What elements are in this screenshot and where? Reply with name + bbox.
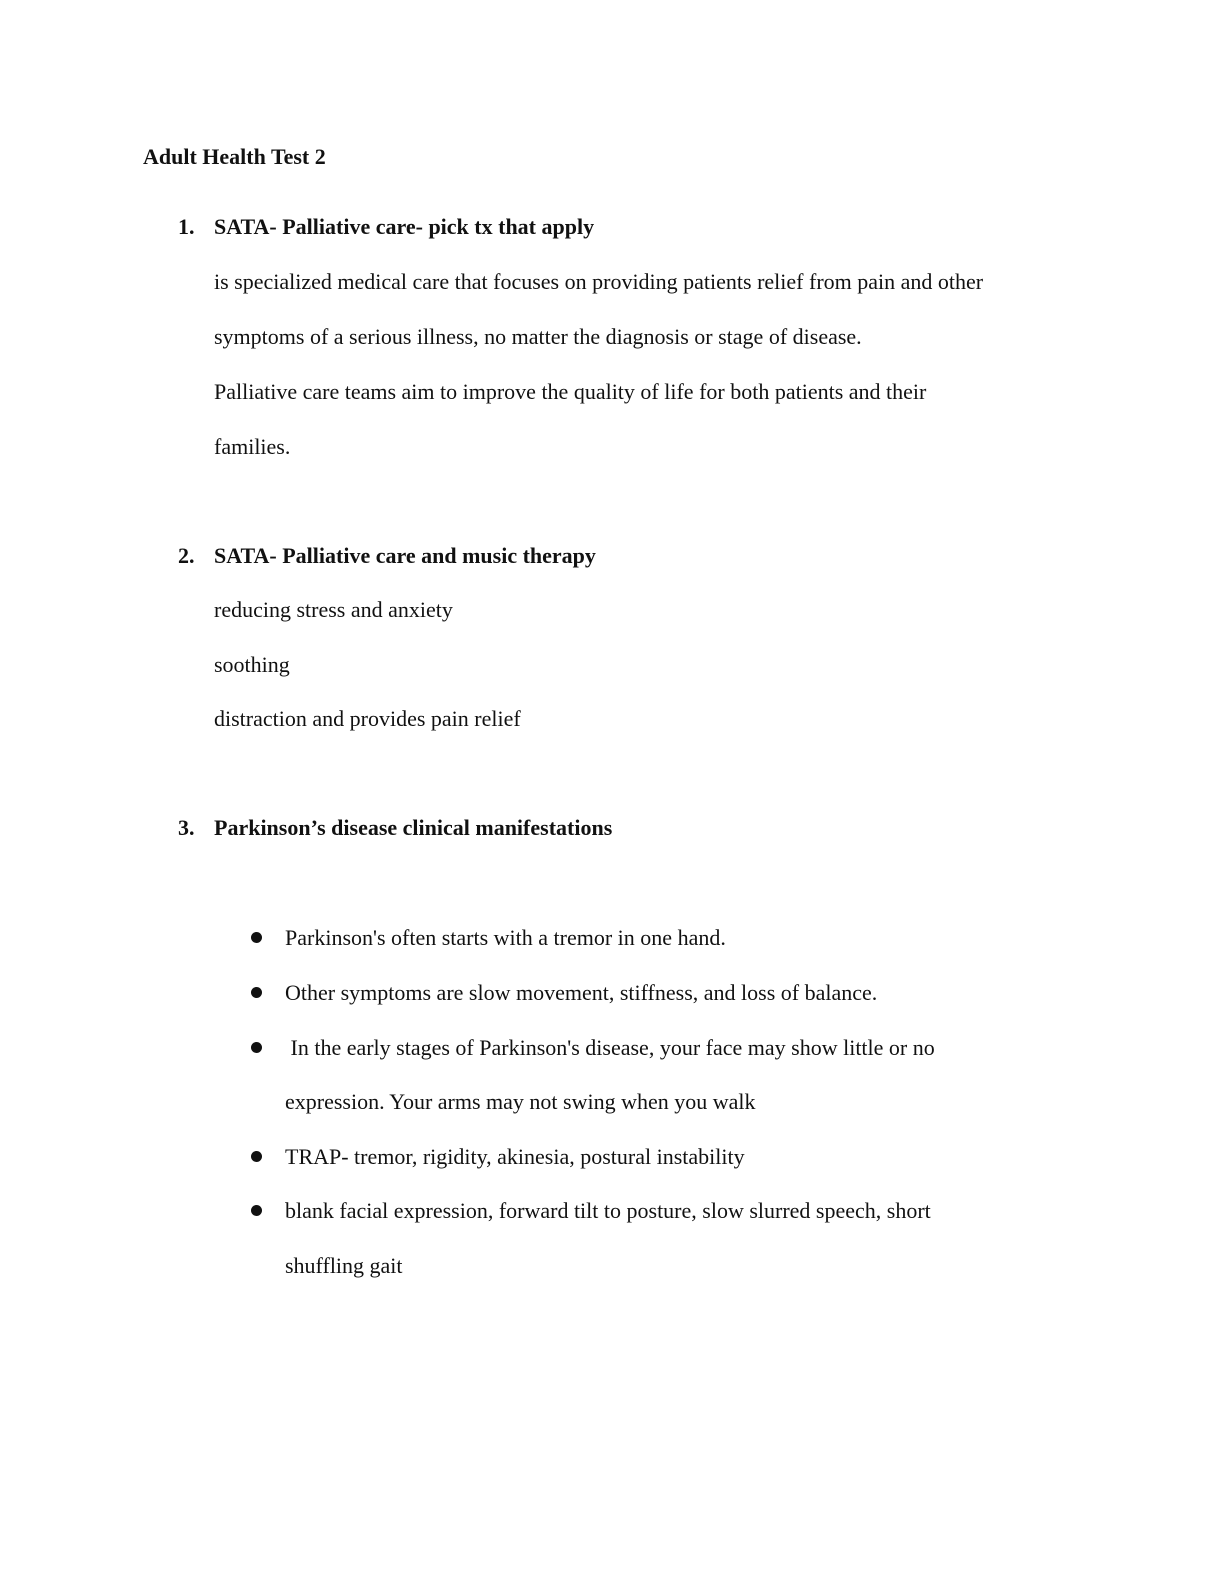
bullet-text: blank facial expression, forward tilt to posture, slow slurred speech, short bbox=[285, 1198, 931, 1223]
answer-line: symptoms of a serious illness, no matter the diagnosis or stage of disease. bbox=[214, 324, 862, 349]
bullet-icon bbox=[251, 932, 262, 943]
question-heading: SATA- Palliative care- pick tx that apply bbox=[214, 214, 595, 239]
answer-line: is specialized medical care that focuses on providing patients relief from pain and other bbox=[214, 269, 984, 294]
bullet-icon bbox=[251, 1042, 262, 1053]
bullet-text: Other symptoms are slow movement, stiffness, and loss of balance. bbox=[285, 980, 878, 1005]
bullet-text: TRAP- tremor, rigidity, akinesia, postural instability bbox=[285, 1144, 745, 1169]
answer-line: families. bbox=[214, 434, 291, 459]
bullet-icon bbox=[251, 1151, 262, 1162]
bullet-text: shuffling gait bbox=[285, 1253, 403, 1278]
bullet-icon bbox=[251, 1205, 262, 1216]
question-number: 3. bbox=[178, 815, 195, 840]
bullet-text: Parkinson's often starts with a tremor in one hand. bbox=[285, 925, 726, 950]
bullet-text: In the early stages of Parkinson's disease, your face may show little or no bbox=[285, 1035, 935, 1060]
answer-line: soothing bbox=[214, 652, 290, 677]
answer-line: reducing stress and anxiety bbox=[214, 597, 453, 622]
question-number: 2. bbox=[178, 543, 195, 568]
question-heading: Parkinson’s disease clinical manifestations bbox=[214, 815, 613, 840]
bullet-text: expression. Your arms may not swing when you walk bbox=[285, 1089, 756, 1114]
answer-line: distraction and provides pain relief bbox=[214, 706, 521, 731]
bullet-icon bbox=[251, 987, 262, 998]
question-number: 1. bbox=[178, 214, 195, 239]
answer-line: Palliative care teams aim to improve the quality of life for both patients and their bbox=[214, 379, 927, 404]
question-heading: SATA- Palliative care and music therapy bbox=[214, 543, 596, 568]
document-title: Adult Health Test 2 bbox=[143, 144, 326, 169]
